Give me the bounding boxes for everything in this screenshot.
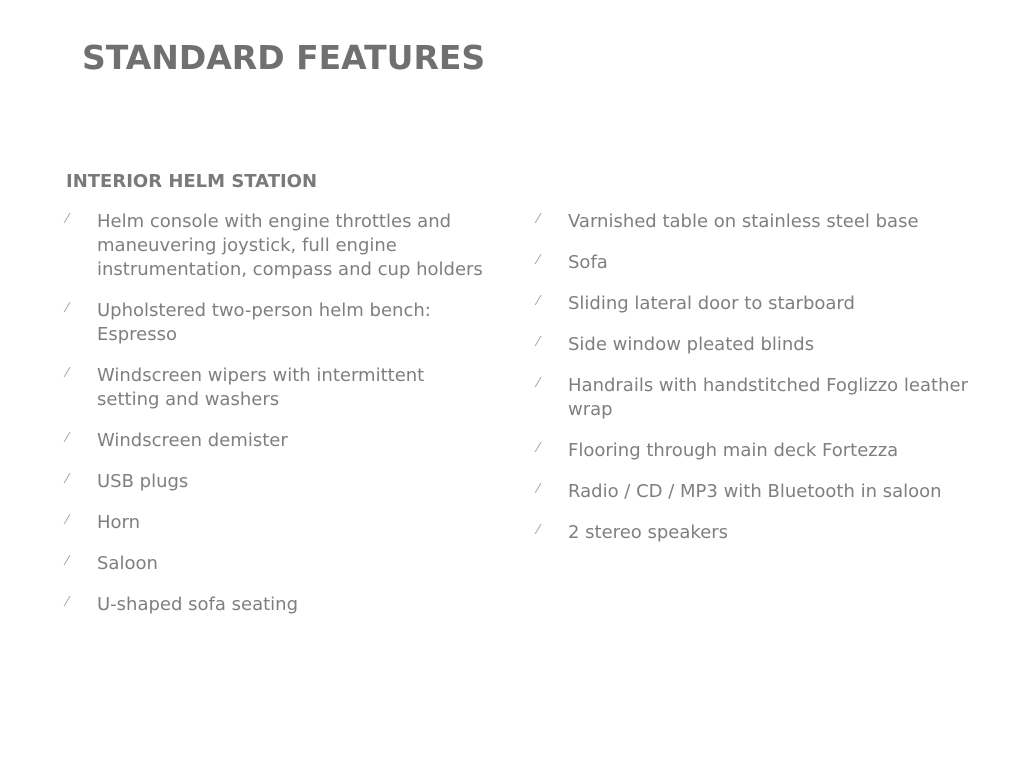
list-item: [66, 210, 486, 282]
slash-bullet-icon: ⁄: [66, 212, 69, 227]
page-title: STANDARD FEATURES: [82, 38, 486, 77]
feature-text: Windscreen wipers with intermittent setting and washers: [97, 365, 425, 410]
slash-bullet-icon: ⁄: [537, 376, 540, 391]
list-item: [537, 439, 977, 463]
feature-text: USB plugs: [97, 471, 189, 492]
list-item: [66, 299, 486, 347]
feature-text: Saloon: [97, 553, 158, 574]
feature-list-left: [66, 210, 486, 634]
slash-bullet-icon: ⁄: [537, 523, 540, 538]
slash-bullet-icon: ⁄: [537, 212, 540, 227]
feature-text: Varnished table on stainless steel base: [568, 211, 919, 232]
slash-bullet-icon: ⁄: [66, 431, 69, 446]
list-item: [537, 374, 977, 422]
list-item: [66, 470, 486, 494]
slash-bullet-icon: ⁄: [66, 554, 69, 569]
list-item: [537, 521, 977, 545]
feature-text: Handrails with handstitched Foglizzo leather wrap: [568, 375, 968, 420]
list-item: [537, 480, 977, 504]
slash-bullet-icon: ⁄: [66, 301, 69, 316]
list-item: [66, 593, 486, 617]
feature-text: Windscreen demister: [97, 430, 288, 451]
slash-bullet-icon: ⁄: [537, 335, 540, 350]
feature-text: 2 stereo speakers: [568, 522, 729, 543]
list-item: [66, 429, 486, 453]
section-heading: INTERIOR HELM STATION: [66, 171, 318, 192]
feature-text: U-shaped sofa seating: [97, 594, 298, 615]
feature-text: Upholstered two-person helm bench: Espresso: [97, 300, 431, 345]
feature-text: Sliding lateral door to starboard: [568, 293, 855, 314]
list-item: [537, 292, 977, 316]
feature-text: Flooring through main deck Fortezza: [568, 440, 899, 461]
list-item: [66, 552, 486, 576]
slash-bullet-icon: ⁄: [66, 595, 69, 610]
slash-bullet-icon: ⁄: [537, 294, 540, 309]
list-item: [537, 210, 977, 234]
slash-bullet-icon: ⁄: [66, 472, 69, 487]
slash-bullet-icon: ⁄: [66, 366, 69, 381]
slash-bullet-icon: ⁄: [537, 253, 540, 268]
slash-bullet-icon: ⁄: [66, 513, 69, 528]
slash-bullet-icon: ⁄: [537, 441, 540, 456]
feature-text: Helm console with engine throttles and maneuvering joystick, full engine instrumentation, compass and cup holders: [97, 211, 483, 280]
feature-text: Side window pleated blinds: [568, 334, 815, 355]
feature-text: Sofa: [568, 252, 608, 273]
list-item: [66, 511, 486, 535]
slash-bullet-icon: ⁄: [537, 482, 540, 497]
list-item: [66, 364, 486, 412]
feature-text: Radio / CD / MP3 with Bluetooth in saloon: [568, 481, 942, 502]
feature-list-right: [537, 210, 977, 562]
list-item: [537, 333, 977, 357]
list-item: [537, 251, 977, 275]
feature-text: Horn: [97, 512, 141, 533]
